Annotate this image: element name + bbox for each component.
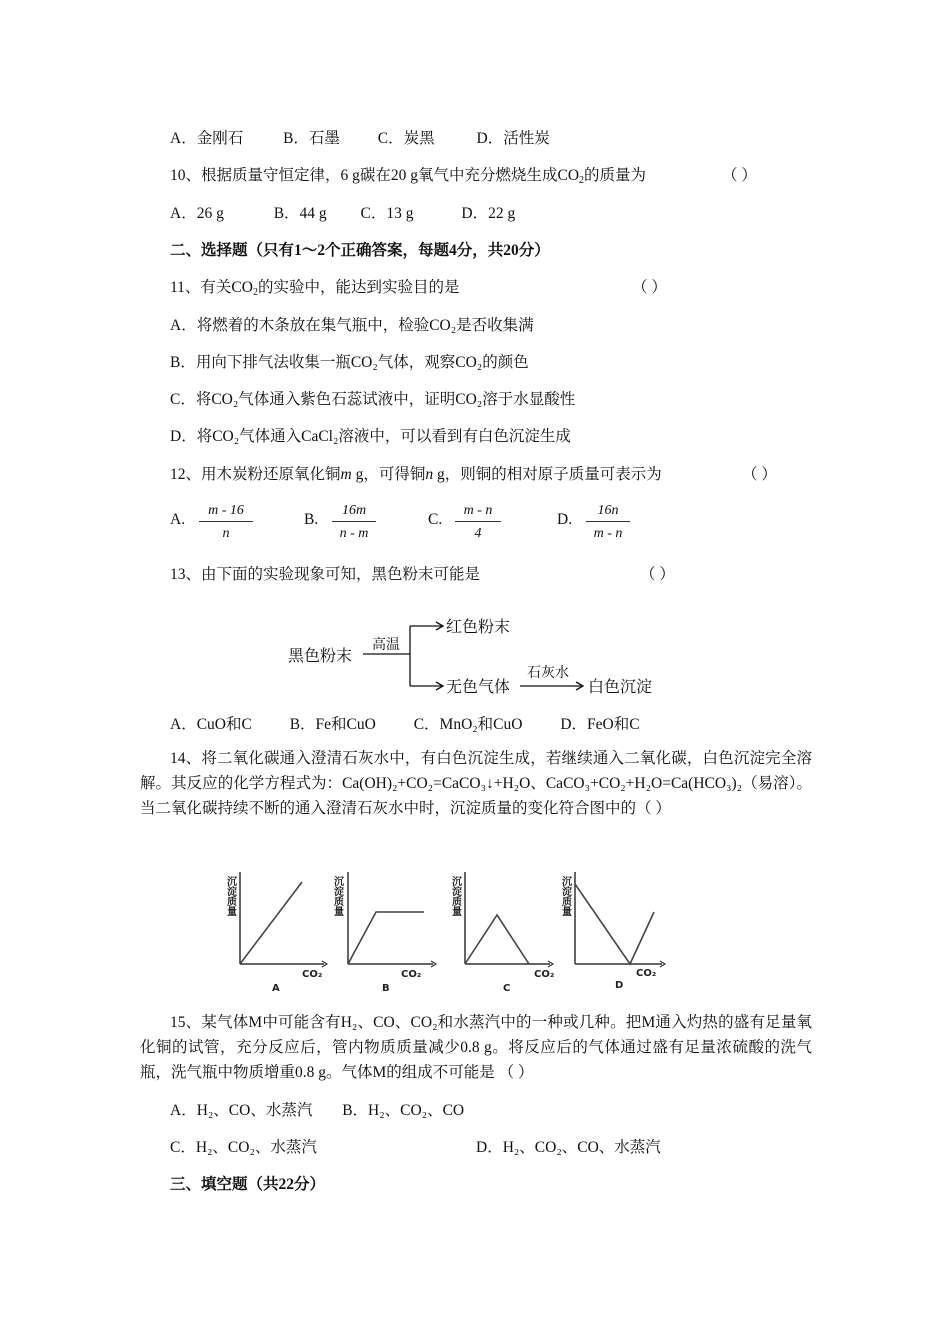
q14-graph-a-letter: A xyxy=(272,983,280,994)
q10-stem: 10、根据质量守恒定律，6 g碳在20 g氧气中充分燃烧生成$CO_2$的质量为 xyxy=(170,167,647,186)
q12-option-c-label: C. xyxy=(428,511,443,528)
q13-option-a: A．CuO和C xyxy=(170,716,252,733)
q12-option-c-fraction xyxy=(455,503,501,542)
q14-graph-d-xlabel: CO₂ xyxy=(636,968,657,979)
q12-stem-text: 12、用木炭粉还原氧化铜 xyxy=(170,466,341,483)
q13-bottom-product: 无色气体 xyxy=(446,677,511,696)
q14-graph-d-ylabel: 沉淀质量 xyxy=(559,876,571,916)
q12-d-denominator: m - n xyxy=(593,526,623,541)
q12-var-m: m xyxy=(340,466,352,483)
q12-c-numerator: m - n xyxy=(455,503,501,522)
q15-options-row1 xyxy=(170,1098,464,1120)
q9-option-c: C．炭黑 xyxy=(377,130,435,147)
q14-graph-d-letter: D xyxy=(615,980,624,991)
q10-stem-text: 10、根据质量守恒定律，6 g碳在20 g氧气中充分燃烧生成CO xyxy=(170,167,580,184)
q12-d-numerator: 16n xyxy=(586,503,630,522)
q13-cond1-label: 高温 xyxy=(372,637,400,653)
q9-option-a: A．金刚石 xyxy=(170,130,244,147)
q15-option-d: D．H₂、CO₂、CO、水蒸汽 xyxy=(476,1139,661,1156)
q14-graph-b-ylabel: 沉淀质量 xyxy=(331,876,343,916)
q13-options xyxy=(170,712,640,734)
q14-graph-b-letter: B xyxy=(382,983,390,994)
q14-graph-a-ylabel: 沉淀质量 xyxy=(224,876,236,916)
q13-answer-paren: （ ） xyxy=(640,566,675,583)
q13-option-b: B．Fe和CuO xyxy=(289,716,376,733)
q13-reaction-diagram xyxy=(280,608,680,700)
q13-option-d: D．FeO和C xyxy=(560,716,640,733)
q10-answer-paren: （ ） xyxy=(722,167,757,184)
q13-stem: 13、由下面的实验现象可知，黑色粉末可能是 xyxy=(170,566,481,583)
q12-stem-text-2: g，可得铜 xyxy=(351,466,426,483)
q10-option-d: D．22 g xyxy=(461,205,516,222)
q12-answer-paren: （ ） xyxy=(742,466,777,483)
q15-option-c: C．H₂、CO₂、水蒸汽 xyxy=(170,1139,317,1156)
q12-stem-text-3: g，则铜的相对原子质量可表示为 xyxy=(433,466,662,483)
q13-top-product: 红色粉末 xyxy=(446,617,511,636)
q12-option-a-fraction xyxy=(199,503,253,542)
q9-option-b: B．石墨 xyxy=(283,130,340,147)
q14-text: 14、将二氧化碳通入澄清石灰水中，有白色沉淀生成，若继续通入二氧化碳，白色沉淀完全溶解。其反应的化学方程式为：Ca(OH)₂+CO₂=CaCO₃↓+H₂O、CaCO₃+CO₂+H₂O=Ca(HCO₃)₂（易溶）。当二氧化碳持续不断的通入澄清石灰水中时，沉淀质量的变化符合图中的（ ） xyxy=(140,750,812,817)
q12-option-d-label: D. xyxy=(557,511,573,528)
q12-option-b-label: B. xyxy=(304,511,319,528)
q12-option-a-label: A. xyxy=(170,511,186,528)
q12-a-numerator: m - 16 xyxy=(199,503,253,522)
q12-option-b-fraction xyxy=(332,503,376,542)
q12-option-d-fraction xyxy=(586,503,630,542)
q14-graph-b xyxy=(332,872,437,994)
q12-var-n: n xyxy=(425,466,434,483)
q12-a-denominator: n xyxy=(222,526,230,541)
q15-option-b: B．H₂、CO₂、CO xyxy=(342,1102,465,1119)
q14-graph-c xyxy=(450,872,555,994)
q11-stem-text: 11、有关CO xyxy=(170,279,253,296)
q13-option-c: C．MnO₂和CuO xyxy=(413,716,523,733)
q14-graph-c-letter: C xyxy=(503,983,511,994)
q11-option-b: B．用向下排气法收集一瓶CO₂气体，观察CO₂的颜色 xyxy=(170,354,529,371)
q14-graph-d xyxy=(560,872,666,991)
q14-graph-b-xlabel: CO₂ xyxy=(401,969,422,980)
q11-option-a: A．将燃着的木条放在集气瓶中，检验CO₂是否收集满 xyxy=(170,317,534,334)
q12-stem xyxy=(170,462,662,484)
q13-end-product: 白色沉淀 xyxy=(588,677,653,696)
q12-b-denominator: n - m xyxy=(339,526,369,541)
q10-option-b: B．44 g xyxy=(273,205,327,222)
q15-option-a: A．H₂、CO、水蒸汽 xyxy=(170,1102,313,1119)
q10-options xyxy=(170,201,515,223)
q14-graph-c-ylabel: 沉淀质量 xyxy=(449,876,461,916)
q12-b-numerator: 16m xyxy=(332,503,376,522)
section2-title: 二、选择题（只有1～2个正确答案，每题4分，共20分） xyxy=(170,242,550,259)
q12-c-denominator: 4 xyxy=(474,526,482,541)
q10-option-a: A．26 g xyxy=(170,205,224,222)
q15-text: 15、某气体M中可能含有H₂、CO、CO₂和水蒸汽中的一种或几种。把M通入灼热的盛有足量氧化铜的试管，充分反应后，管内物质质量减少0.8 g。将反应后的气体通过盛有足量浓硫酸的洗气瓶，洗气瓶中物质增重0.8 g。气体M的组成不可能是 （ ） xyxy=(140,1014,812,1081)
q10-stem-text-2: 的质量为 xyxy=(584,167,647,184)
q9-option-d: D．活性炭 xyxy=(476,130,550,147)
q13-cond2-label: 石灰水 xyxy=(527,665,569,681)
q14-graph-a-xlabel: CO₂ xyxy=(302,969,323,980)
q13-start-label: 黑色粉末 xyxy=(288,646,353,665)
q14-graph-c-xlabel: CO₂ xyxy=(534,969,555,980)
q10-option-c: C．13 g xyxy=(360,205,414,222)
q9-options xyxy=(170,126,550,148)
q11-option-d: D．将CO₂气体通入CaCl₂溶液中，可以看到有白色沉淀生成 xyxy=(170,428,571,445)
section3-title: 三、填空题（共22分） xyxy=(170,1176,326,1193)
q11-stem-text-2: 的实验中，能达到实验目的是 xyxy=(257,279,460,296)
q11-option-c: C．将CO₂气体通入紫色石蕊试液中，证明CO₂溶于水显酸性 xyxy=(170,391,576,408)
q14-graphs xyxy=(218,864,688,996)
q11-answer-paren: （ ） xyxy=(632,279,667,296)
q11-stem: 11、有关$CO_2$的实验中，能达到实验目的是 xyxy=(170,279,460,298)
q14-graph-a xyxy=(225,872,328,994)
